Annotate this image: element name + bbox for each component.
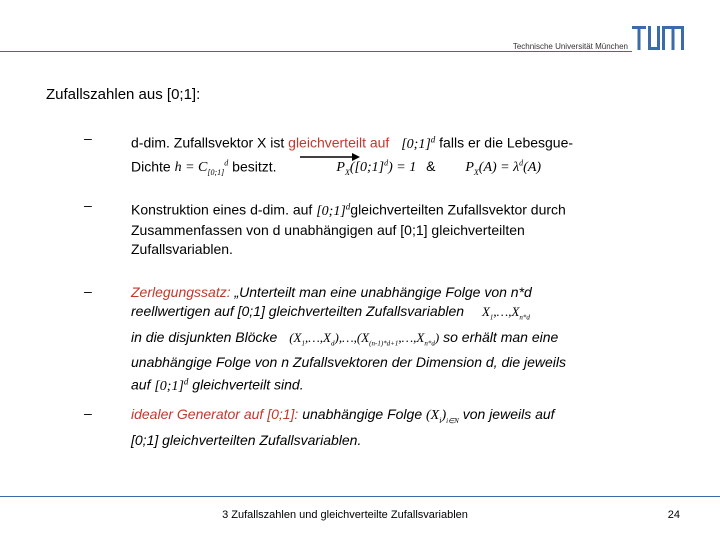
university-name: Technische Universität München — [512, 42, 628, 51]
item-3-line-3: in die disjunkten Blöcke $(X_1,\dots,X_d),\dots,(X_{(n-1)*d+1},\dots,X_{n*d})$ so erhält man eine — [131, 328, 559, 348]
density-formula: $h = C_{[0;1]}^d$ — [174, 158, 229, 178]
item-2-text — [131, 197, 651, 259]
arrow-icon — [300, 152, 360, 162]
unit-cube-math: [0;1]$^d$ — [154, 376, 189, 394]
item-4-text — [131, 405, 651, 450]
item-3-text — [131, 283, 651, 396]
item-2-line-2: Zusammenfassen von d unabhängigen auf [0;1] gleichverteilten — [131, 221, 525, 238]
item-1-line-2: Dichte $h = C_{[0;1]}^d$ besitzt. $P_X([0;1]^d) = 1$ & $P_X(A) = \lambda^d(A)$ — [131, 158, 542, 178]
footer-divider — [0, 496, 720, 497]
item-1-line-1: d-dim. Zufallsvektor X ist gleichverteilt auf [0;1]$^d$ falls er die Lebesgue- — [131, 134, 574, 152]
unit-cube-math: [0;1]$^d$ — [401, 134, 436, 152]
tum-logo — [632, 26, 684, 50]
sequence-xi-formula: $(X_i)_{i\in N}$ — [426, 408, 459, 425]
item-2-line-1: Konstruktion eines d-dim. auf [0;1]$^d$gleichverteilten Zufallsvektor durch — [131, 201, 566, 219]
blocks-formula: $(X_1,\dots,X_d),\dots,(X_{(n-1)*d+1},\dots,X_{n*d})$ — [289, 329, 440, 348]
item-3-line-1: Zerlegungssatz: „Unterteilt man eine unabhängige Folge von n*d — [131, 284, 532, 300]
footer-chapter-title: 3 Zufallszahlen und gleichverteilte Zufallsvariablen — [222, 509, 468, 521]
probability-formula-1: $P_X([0;1]^d) = 1$ — [336, 158, 417, 178]
item-3-line-4: unabhängige Folge von n Zufallsvektoren der Dimension d, die jeweils — [131, 354, 567, 371]
bullet-4: – — [84, 405, 92, 421]
probability-formula-2: $P_X(A) = \lambda^d(A)$ — [465, 158, 542, 178]
sequence-formula: $X_1,\dots,X_{n*d}$ — [481, 304, 530, 322]
slide-title: Zufallszahlen aus [0;1]: — [46, 86, 201, 103]
bullet-1: – — [84, 130, 92, 146]
header-divider — [0, 51, 632, 52]
idealer-generator-highlight: idealer Generator auf [0;1]: — [131, 406, 299, 422]
zerlegungssatz-highlight: Zerlegungssatz: — [131, 284, 231, 300]
item-3-line-2: reellwertigen auf [0;1] gleichverteilten Zufallsvariablen $X_1,\dots,X_{n*d}$ — [131, 303, 530, 322]
ampersand: & — [426, 158, 436, 175]
page-number: 24 — [667, 509, 680, 521]
item-4-line-2: [0;1] gleichverteilten Zufallsvariablen. — [131, 431, 362, 448]
item-1-text — [131, 130, 651, 182]
item-2-line-3: Zufallsvariablen. — [131, 240, 233, 257]
unit-cube-math: [0;1]$^d$ — [316, 201, 351, 219]
item-4-line-1: idealer Generator auf [0;1]: unabhängige Folge $(X_i)_{i\in N}$ von jeweils auf — [131, 406, 555, 425]
item-3-line-5: auf [0;1]$^d$ gleichverteilt sind. — [131, 376, 304, 394]
gleichverteilt-highlight: gleichverteilt auf — [288, 134, 390, 151]
bullet-2: – — [84, 197, 92, 213]
bullet-3: – — [84, 283, 92, 299]
